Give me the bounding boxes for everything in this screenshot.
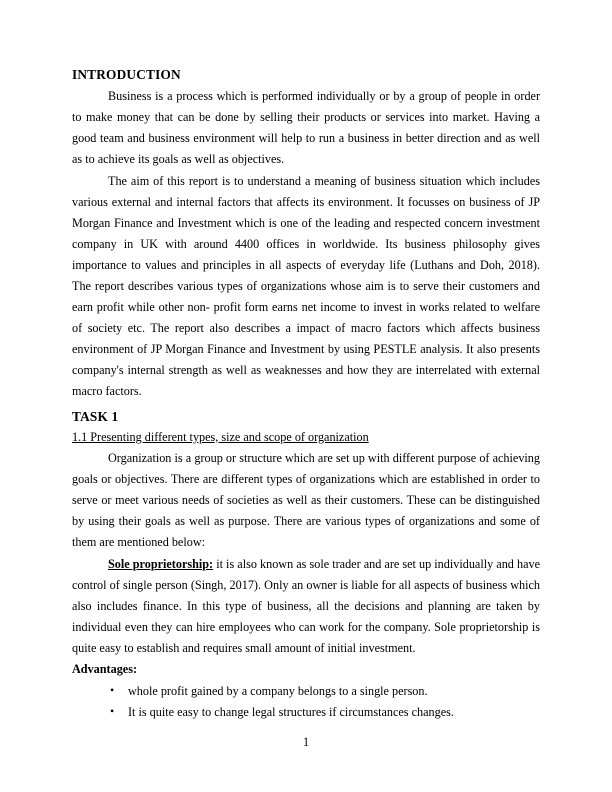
list-item: • It is quite easy to change legal structures if circumstances changes. — [108, 702, 540, 723]
advantages-list — [72, 681, 540, 723]
subsection-heading-1-1: 1.1 Presenting different types, size and scope of organization — [72, 429, 369, 444]
list-item: • whole profit gained by a company belongs to a single person. — [108, 681, 540, 702]
section-heading-introduction: INTRODUCTION — [72, 67, 181, 82]
document-body — [72, 66, 540, 723]
sole-proprietorship-lead: Sole proprietorship: — [108, 557, 214, 572]
introduction-paragraph-2: The aim of this report is to understand a meaning of business situation which includes various external and internal factors that affects its environment. It focusses on business of JP Morgan Finance and Investment which is one of the leading and respected concern investment company in UK with around 4400 offices in worldwide. Its business philosophy gives importance to values and principles in all aspects of everyday life (Luthans and Doh, 2018). The report describes various types of organizations whose aim is to serve their customers and earn profit while other non- profit form earns net income to invest in works related to welfare of society etc. The report also describes a impact of macro factors which affects business environment of JP Morgan Finance and Investment by using PESTLE analysis. It also presents company's internal strength as well as weaknesses and how they are interrelated with external macro factors. — [72, 173, 540, 398]
sole-proprietorship-text: it is also known as sole trader and are set up individually and have control of single person (Singh, 2017). Only an owner is liable for all aspects of business which also includes finance. In this type of business, all the decisions and planning are taken by individual even they can hire employees who can work for the company. Sole proprietorship is quite easy to establish and requires small amount of initial investment. — [72, 557, 540, 656]
task-1-paragraph-1: Organization is a group or structure which are set up with different purpose of achieving goals or objectives. There are different types of organizations which are established in order to serve or meet various needs of societies as well as their customers. These can be distinguished by using their goals as well as purpose. There are various types of organizations and some of them are mentioned below: — [72, 451, 540, 550]
page-number: 1 — [302, 734, 310, 749]
sole-proprietorship-paragraph — [72, 554, 540, 659]
section-heading-task-1: TASK 1 — [72, 408, 119, 424]
introduction-paragraph-1: Business is a process which is performed individually or by a group of people in order to make money that can be done by selling their products or services into market. Having a good team and business environment will help to run a business in better direction and as well as to achieve its goals as well as objectives. — [72, 88, 540, 166]
advantages-label: Advantages: — [72, 662, 138, 677]
